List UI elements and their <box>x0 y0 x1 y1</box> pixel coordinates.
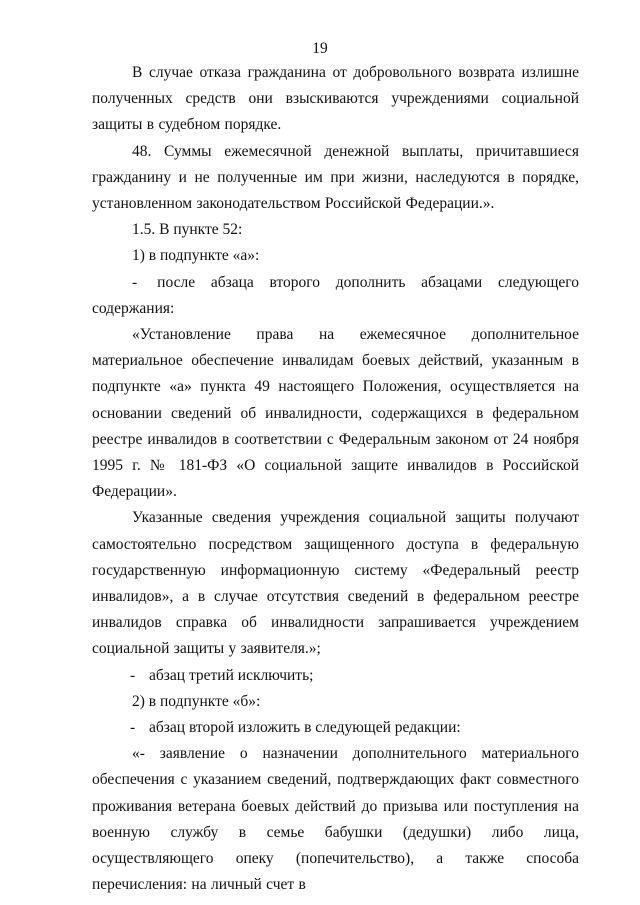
subitem-1: 1) в подпункте «а»: <box>132 247 260 265</box>
dash-marker: - <box>130 719 136 737</box>
dash-item-text: абзац третий исключить; <box>149 666 314 684</box>
dash-item-restate-paragraph <box>92 715 579 741</box>
dash-item-text: после абзаца второго дополнить абзацами следующего содержания: <box>92 273 579 317</box>
paragraph-48-inheritance: 48. Суммы ежемесячной денежной выплаты, причитавшиеся гражданину и не полученные им при жизни, наследуются в порядке, установленном законодательством Российской Федерации.». <box>92 142 579 213</box>
document-body <box>92 60 579 899</box>
paragraph-1-5: 1.5. В пункте 52: <box>132 221 243 239</box>
dash-item-add-paragraphs <box>92 270 579 322</box>
dash-marker: - <box>130 666 136 684</box>
paragraph-quoted-establishment: «Установление права на ежемесячное дополнительное материальное обеспечение инвалидам боевых действий, указанным в подпункте «а» пункта 49 настоящего Положения, осуществляется на основании сведений об инвалидности, содержащихся в федеральном реестре инвалидов в соответствии с Федеральным законом от 24 ноября 1995 г. № 181-ФЗ «О социальной защите инвалидов в Российской Федерации». <box>92 326 579 501</box>
dash-item-text: абзац второй изложить в следующей редакции: <box>149 719 461 737</box>
paragraph-quoted-information: Указанные сведения учреждения социальной защиты получают самостоятельно посредством защищенного доступа в федеральную государственную информационную систему «Федеральный реестр инвалидов», а в случае отсутствия сведений в федеральном реестре инвалидов справка об инвалидности запрашивается учреждением социальной защиты у заявителя.»; <box>92 509 579 658</box>
dash-marker: - <box>132 273 138 291</box>
subitem-2: 2) в подпункте «б»: <box>132 692 261 710</box>
page-number: 19 <box>312 40 328 57</box>
dash-item-exclude-paragraph <box>92 663 579 689</box>
paragraph-refund-refusal: В случае отказа гражданина от добровольного возврата излишне полученных средств они взыскиваются учреждениями социальной защиты в судебном порядке. <box>92 64 579 134</box>
paragraph-quoted-application: «- заявление о назначении дополнительного материального обеспечения с указанием сведений, подтверждающих факт совместного проживания ветерана боевых действий до призыва или поступления на военную службу в семье бабушки (дедушки) либо лица, осуществляющего опеку (попечительство), а также способа перечисления: на личный счет в <box>92 745 579 894</box>
